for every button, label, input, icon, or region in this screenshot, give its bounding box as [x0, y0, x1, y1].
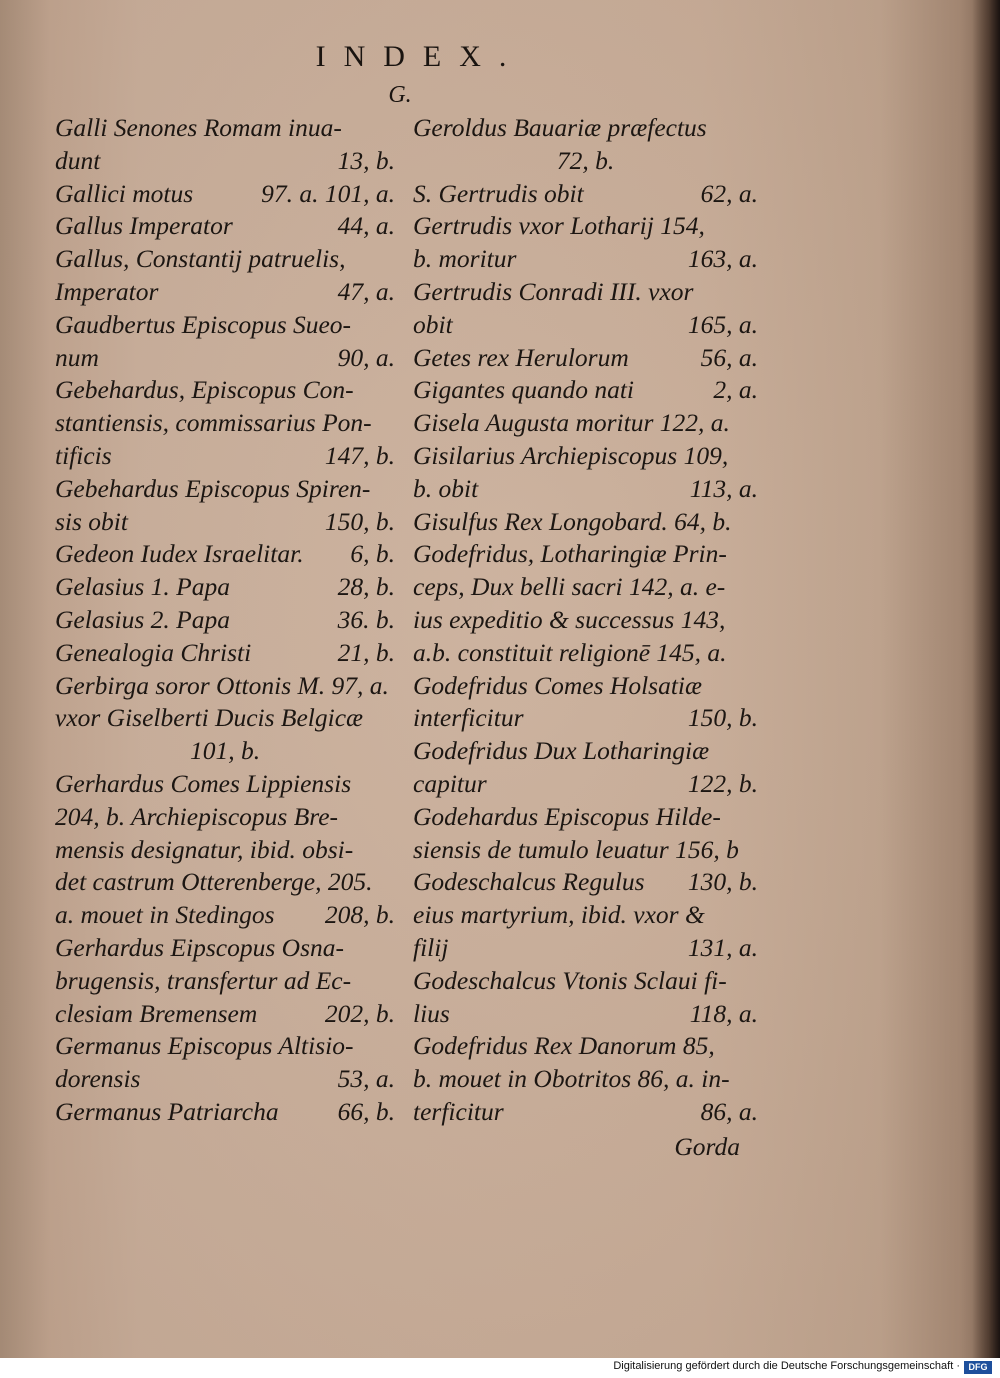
entry-text: Gertrudis vxor Lotharij 154,	[413, 211, 705, 241]
index-entry-line	[55, 637, 395, 670]
entry-text: Gedeon Iudex Israelitar.	[55, 539, 304, 569]
entry-text: Gigantes quando nati	[413, 375, 634, 405]
index-entry-line	[55, 768, 395, 801]
index-entry-line	[413, 1030, 758, 1063]
entry-reference: 208, b.	[324, 900, 395, 930]
index-entry-line	[413, 243, 758, 276]
index-entry-line	[413, 506, 758, 539]
index-entry-line	[413, 178, 758, 211]
entry-text: b. obit	[413, 473, 479, 503]
entry-text: 72, b.	[556, 145, 615, 175]
entry-reference: 62, a.	[700, 178, 758, 208]
entry-text: Godefridus, Lotharingiæ Prin-	[413, 539, 727, 569]
index-entry-line	[413, 538, 758, 571]
entry-text: b. moritur	[413, 244, 517, 274]
index-entry-line	[55, 604, 395, 637]
entry-text: num	[55, 342, 99, 372]
index-entry-line	[55, 571, 395, 604]
entry-reference: 56, a.	[700, 342, 758, 372]
index-entry-line	[55, 998, 395, 1031]
entry-text: clesiam Bremensem	[55, 998, 258, 1028]
index-entry-line	[55, 538, 395, 571]
entry-text: Godeschalcus Vtonis Sclaui fi-	[413, 965, 727, 995]
entry-text: interficitur	[413, 703, 524, 733]
index-entry-line	[413, 801, 758, 834]
entry-reference: 47, a.	[337, 276, 395, 306]
entry-text: det castrum Otterenberge, 205.	[55, 867, 373, 897]
index-entry-line	[55, 309, 395, 342]
index-entry-line	[55, 1030, 395, 1063]
index-entry-line	[413, 440, 758, 473]
entry-text: Gertrudis Conradi III. vxor	[413, 276, 694, 306]
entry-reference: 86, a.	[700, 1096, 758, 1126]
index-entry-line	[413, 932, 758, 965]
entry-text: capitur	[413, 768, 487, 798]
index-entry-line	[413, 834, 758, 867]
index-entry-line	[413, 342, 758, 375]
index-column-left	[55, 112, 395, 1129]
index-entry-line	[55, 834, 395, 867]
index-entry-line	[413, 571, 758, 604]
entry-reference: 165, a.	[687, 309, 758, 339]
index-entry-line	[55, 342, 395, 375]
entry-text: filij	[413, 932, 449, 962]
index-entry-line	[55, 866, 395, 899]
entry-text: Genealogia Christi	[55, 637, 252, 667]
entry-text: vxor Giselberti Ducis Belgicæ	[55, 703, 364, 733]
entry-text: a.b. constituit religionē 145, a.	[413, 637, 727, 667]
index-entry-line	[413, 1063, 758, 1096]
index-entry-line	[55, 801, 395, 834]
index-entry-line	[55, 374, 395, 407]
entry-text: Gallus Imperator	[55, 211, 233, 241]
index-entry-line	[413, 702, 758, 735]
entry-reference: 147, b.	[324, 440, 395, 470]
entry-text: Germanus Patriarcha	[55, 1096, 279, 1126]
entry-text: Gerhardus Comes Lippiensis	[55, 768, 352, 798]
entry-text: Gallus, Constantij patruelis,	[55, 244, 346, 274]
entry-text: Godehardus Episcopus Hilde-	[413, 801, 721, 831]
entry-text: Gebehardus, Episcopus Con-	[55, 375, 354, 405]
entry-text: 101, b.	[189, 736, 261, 766]
entry-text: Gisilarius Archiepiscopus 109,	[413, 440, 729, 470]
index-entry-line	[55, 145, 395, 178]
index-entry-line	[55, 702, 395, 735]
entry-text: a. mouet in Stedingos	[55, 900, 275, 930]
entry-text: Gelasius 2. Papa	[55, 604, 230, 634]
index-column-right	[413, 112, 758, 1129]
entry-text: Gallici motus	[55, 178, 194, 208]
index-entry-line	[55, 506, 395, 539]
page-edge-shadow	[972, 0, 1000, 1358]
entry-reference: 36. b.	[337, 604, 395, 634]
entry-text: siensis de tumulo leuatur 156, b	[413, 834, 739, 864]
entry-reference: 53, a.	[337, 1064, 395, 1094]
index-entry-line	[413, 145, 758, 178]
entry-reference: 163, a.	[687, 244, 758, 274]
index-entry-line	[413, 374, 758, 407]
entry-text: tificis	[55, 440, 112, 470]
entry-reference: 202, b.	[324, 998, 395, 1028]
entry-text: terficitur	[413, 1096, 504, 1126]
index-entry-line	[413, 899, 758, 932]
entry-reference: 2, a.	[713, 375, 758, 405]
section-letter: G.	[388, 82, 412, 108]
entry-reference: 66, b.	[337, 1096, 395, 1126]
index-entry-line	[413, 866, 758, 899]
entry-text: Gisulfus Rex Longobard. 64, b.	[413, 506, 732, 536]
entry-reference: 131, a.	[687, 932, 758, 962]
entry-text: Getes rex Herulorum	[413, 342, 629, 372]
index-entry-line	[55, 276, 395, 309]
entry-text: Galli Senones Romam inua-	[55, 113, 342, 142]
entry-reference: 97. a. 101, a.	[261, 178, 395, 208]
index-entry-line	[55, 899, 395, 932]
index-entry-line	[413, 604, 758, 637]
index-entry-line	[55, 932, 395, 965]
index-entry-line	[413, 735, 758, 768]
entry-reference: 90, a.	[337, 342, 395, 372]
entry-reference: 21, b.	[337, 637, 395, 667]
dfg-logo: DFG	[964, 1361, 992, 1374]
entry-text: mensis designatur, ibid. obsi-	[55, 834, 354, 864]
entry-reference: 150, b.	[324, 506, 395, 536]
entry-reference: 28, b.	[337, 572, 395, 602]
entry-text: lius	[413, 998, 450, 1028]
index-entry-line	[55, 178, 395, 211]
entry-text: Germanus Episcopus Altisio-	[55, 1031, 354, 1061]
index-entry-line	[413, 407, 758, 440]
index-entry-line	[413, 309, 758, 342]
funding-notice: Digitalisierung gefördert durch die Deutsche Forschungsgemeinschaft ·	[613, 1360, 960, 1372]
entry-reference: 150, b.	[687, 703, 758, 733]
entry-reference: 13, b.	[337, 145, 395, 175]
entry-text: Geroldus Bauariæ præfectus	[413, 113, 707, 142]
entry-text: brugensis, transfertur ad Ec-	[55, 965, 352, 995]
entry-text: eius martyrium, ibid. vxor &	[413, 900, 705, 930]
index-entry-line	[55, 112, 395, 145]
page-header: INDEX.	[315, 40, 525, 73]
index-entry-line	[413, 670, 758, 703]
entry-text: 204, b. Archiepiscopus Bre-	[55, 801, 339, 831]
entry-text: Godefridus Dux Lotharingiæ	[413, 736, 710, 766]
entry-text: Gerbirga soror Ottonis M. 97, a.	[55, 670, 389, 700]
index-entry-line	[55, 1063, 395, 1096]
entry-text: ceps, Dux belli sacri 142, a. e-	[413, 572, 726, 602]
entry-text: obit	[413, 309, 453, 339]
entry-text: Godefridus Comes Holsatiæ	[413, 670, 703, 700]
entry-text: Gaudbertus Episcopus Sueo-	[55, 309, 352, 339]
index-entry-line	[413, 768, 758, 801]
entry-text: Gisela Augusta moritur 122, a.	[413, 408, 730, 438]
index-entry-line	[413, 965, 758, 998]
index-entry-line	[55, 735, 395, 768]
entry-text: Gelasius 1. Papa	[55, 572, 230, 602]
entry-reference: 44, a.	[337, 211, 395, 241]
index-entry-line	[55, 210, 395, 243]
entry-reference: 113, a.	[689, 473, 758, 503]
index-entry-line	[55, 407, 395, 440]
index-entry-line	[55, 473, 395, 506]
index-entry-line	[413, 276, 758, 309]
catchword: Gorda	[674, 1132, 740, 1161]
entry-reference: 118, a.	[689, 998, 758, 1028]
entry-text: Gebehardus Episcopus Spiren-	[55, 473, 371, 503]
entry-text: ius expeditio & successus 143,	[413, 604, 726, 634]
index-entry-line	[413, 112, 758, 145]
entry-reference: 6, b.	[350, 539, 395, 569]
index-entry-line	[413, 1096, 758, 1129]
index-entry-line	[413, 637, 758, 670]
index-entry-line	[413, 210, 758, 243]
entry-text: dunt	[55, 145, 101, 175]
index-entry-line	[55, 1096, 395, 1129]
index-entry-line	[413, 998, 758, 1031]
entry-text: dorensis	[55, 1064, 141, 1094]
entry-text: S. Gertrudis obit	[413, 178, 584, 208]
entry-reference: 122, b.	[687, 768, 758, 798]
entry-text: Imperator	[55, 276, 159, 306]
entry-text: Gerhardus Eipscopus Osna-	[55, 932, 345, 962]
entry-text: stantiensis, commissarius Pon-	[55, 408, 372, 438]
index-entry-line	[55, 243, 395, 276]
entry-text: sis obit	[55, 506, 128, 536]
index-entry-line	[413, 473, 758, 506]
entry-reference: 130, b.	[687, 867, 758, 897]
footer-bar	[0, 1358, 1000, 1378]
index-entry-line	[55, 670, 395, 703]
entry-text: b. mouet in Obotritos 86, a. in-	[413, 1064, 730, 1094]
entry-text: Godefridus Rex Danorum 85,	[413, 1031, 715, 1061]
index-entry-line	[55, 965, 395, 998]
index-entry-line	[55, 440, 395, 473]
entry-text: Godeschalcus Regulus	[413, 867, 645, 897]
